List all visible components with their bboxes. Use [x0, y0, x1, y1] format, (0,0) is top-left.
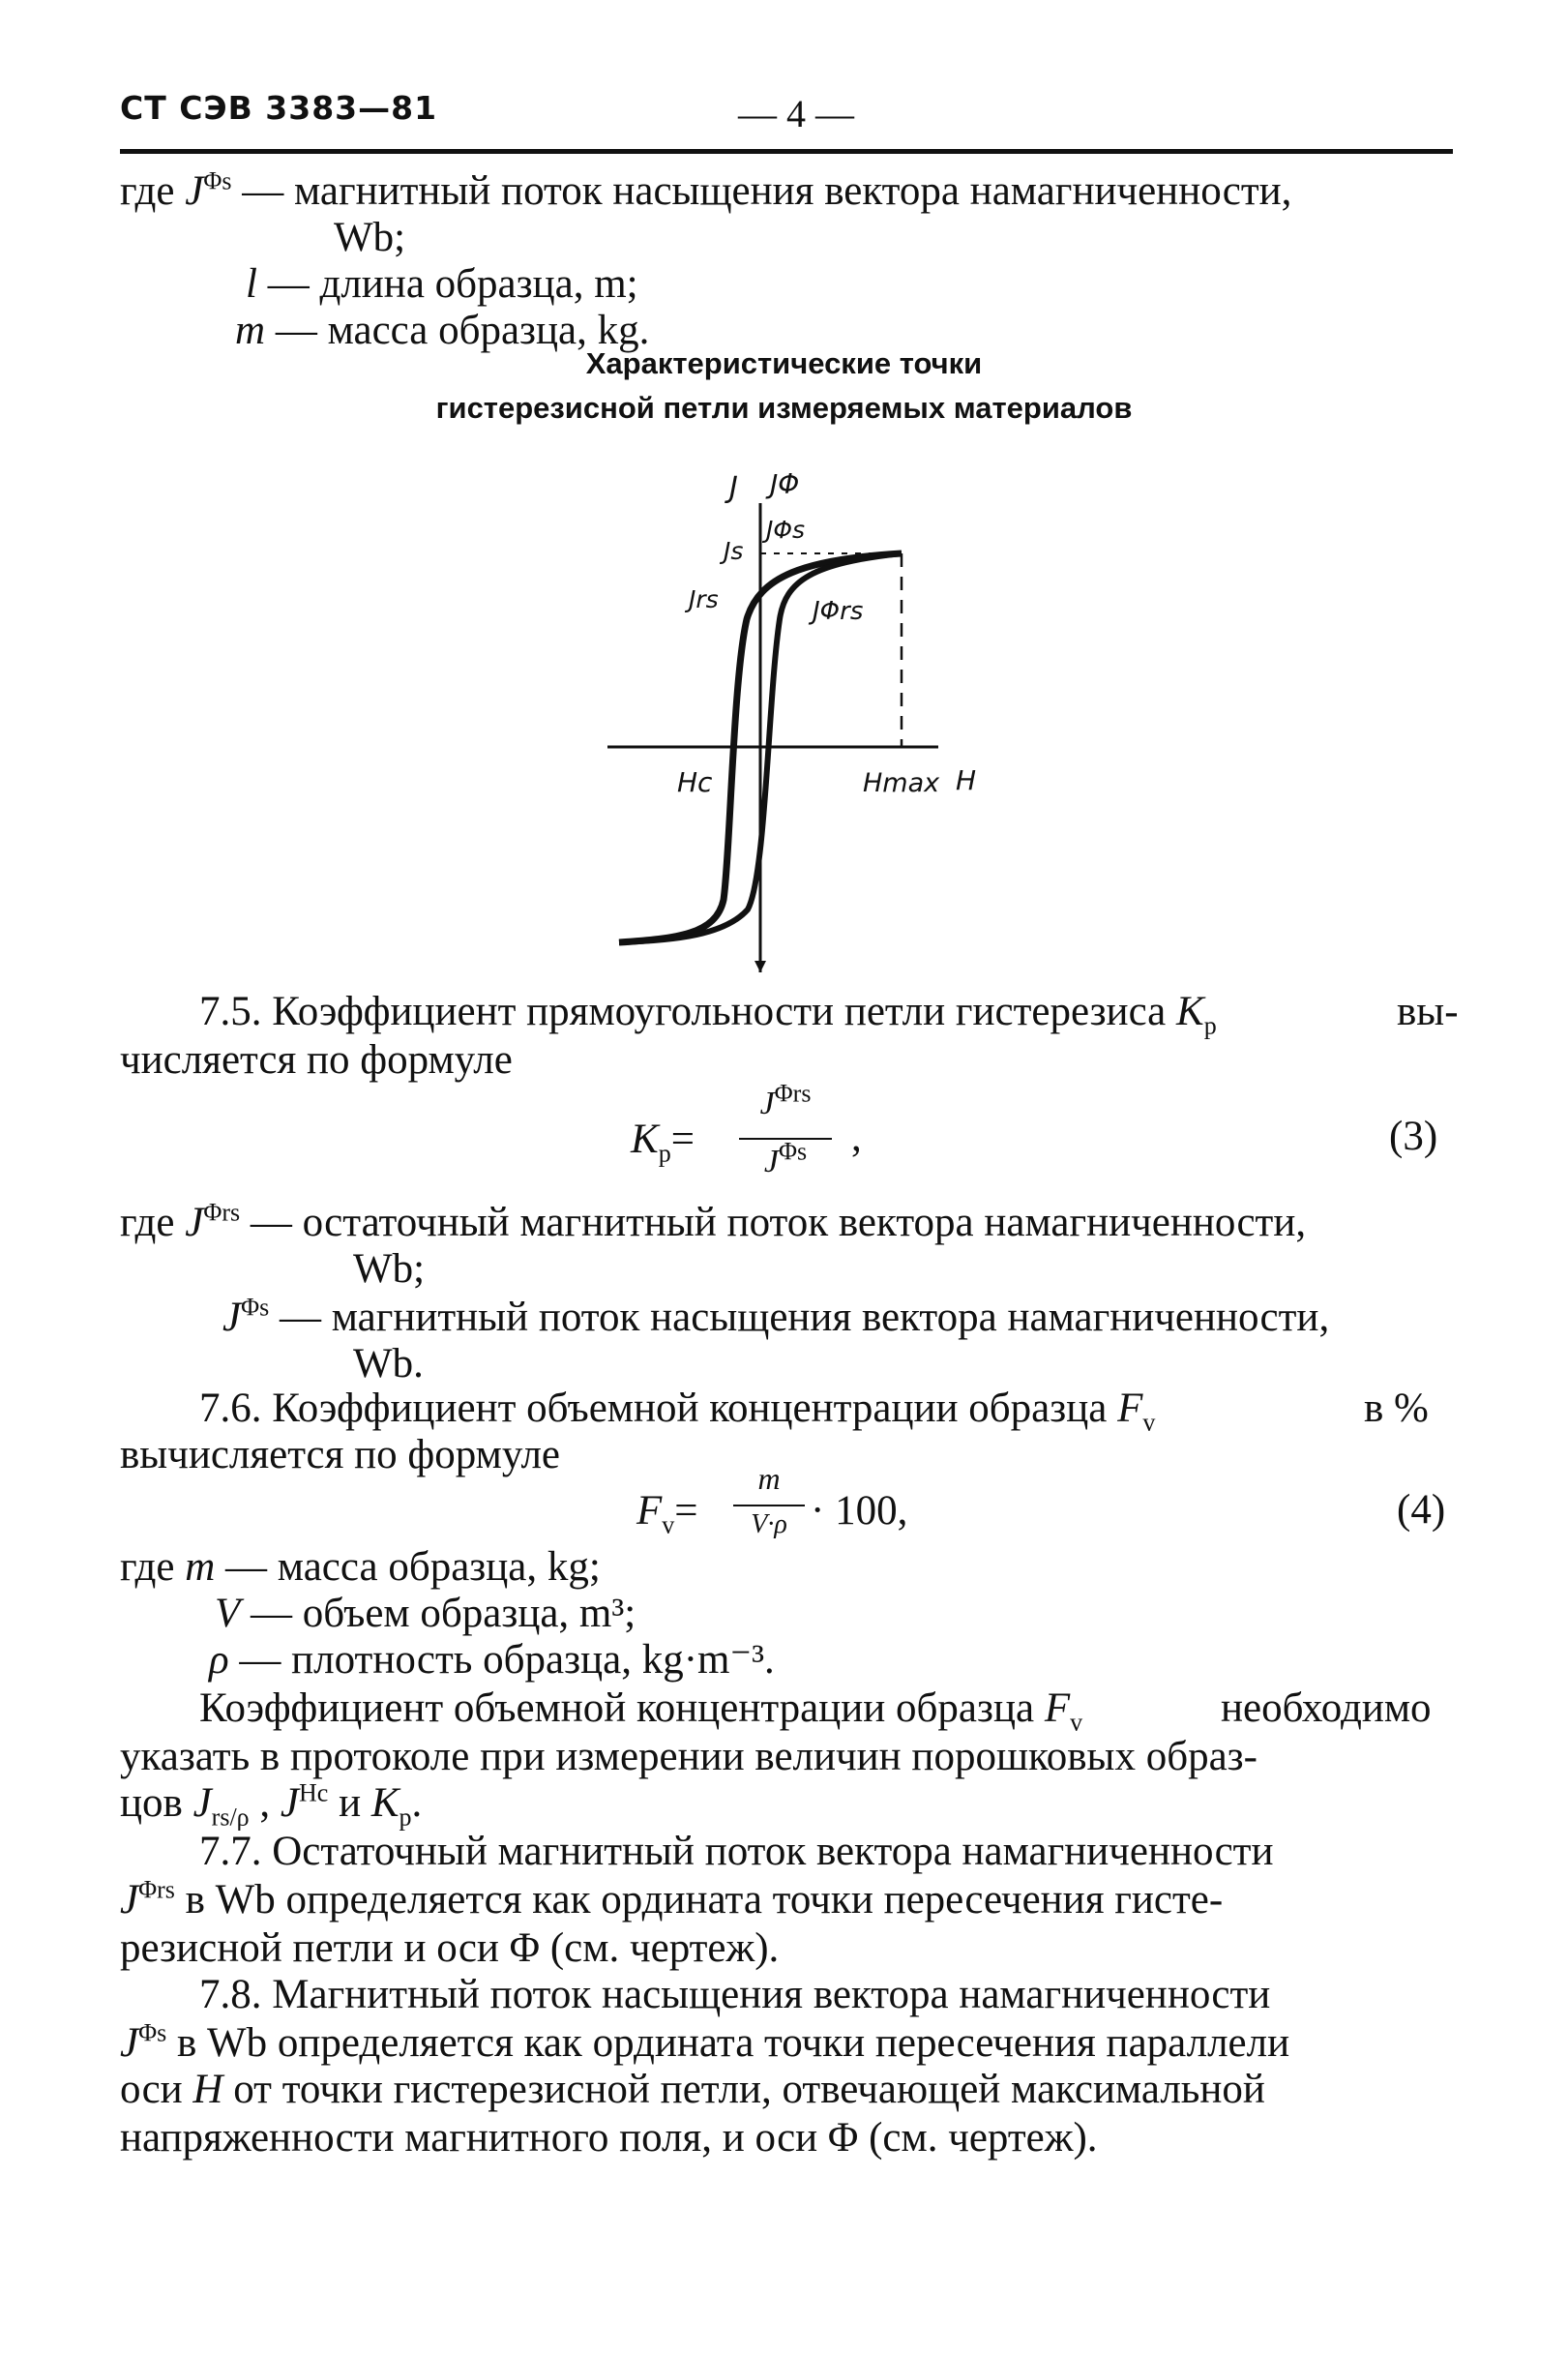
p3-and: и — [339, 1780, 362, 1826]
def-length-line — [246, 259, 638, 310]
s76-p1-end: необходимо — [1221, 1685, 1432, 1731]
hysteresis-diagram — [600, 455, 1025, 997]
s76-text: 7.6. Коэффициент объемной концентрации образца — [199, 1386, 1108, 1431]
jphirs-sup: Φrs — [138, 1875, 175, 1904]
jphis-symbol: J — [120, 2020, 139, 2066]
def-text: — объем образца, m³; — [251, 1591, 636, 1636]
def-symbol: l — [246, 261, 257, 307]
s75-line1-end: вы- — [1397, 989, 1459, 1034]
formula3-num-sup: Φrs — [774, 1079, 812, 1108]
page-number: — 4 — — [738, 92, 854, 135]
def-symbol: J — [222, 1295, 242, 1340]
jhc-sup: Hc — [299, 1778, 329, 1807]
s77-line1: 7.7. Остаточный магнитный поток вектора намагниченности — [199, 1829, 1274, 1874]
s76-def2 — [215, 1589, 636, 1639]
formula4-numerator: m — [757, 1461, 781, 1496]
formula4-number: (4) — [1397, 1487, 1446, 1533]
def-symbol: J — [185, 1200, 204, 1245]
s75-line2: числяется по формуле — [120, 1037, 513, 1083]
s76-def1 — [120, 1542, 601, 1593]
kp-symbol: K — [1176, 989, 1204, 1034]
def-symbol: ρ — [209, 1637, 229, 1683]
s76-line1 — [199, 1384, 1156, 1437]
s75-def2 — [222, 1293, 1329, 1343]
s77-line2 — [120, 1875, 1223, 1925]
def-symbol-sup: Φs — [241, 1293, 270, 1322]
label-jphirs: JΦrs — [813, 597, 864, 626]
jphis-sup: Φs — [138, 2018, 167, 2047]
def-text: — длина образца, m; — [267, 261, 638, 307]
s75-def2-unit: Wb. — [353, 1341, 424, 1386]
formula4-eq: = — [674, 1488, 698, 1534]
label-js: Js — [724, 537, 744, 565]
s76-p1-text: Коэффициент объемной концентрации образца — [199, 1685, 1035, 1731]
s78-line3 — [120, 2065, 1265, 2115]
header-rule — [120, 149, 1453, 154]
s77-text: в Wb определяется как ордината точки пересечения гисте- — [185, 1877, 1224, 1923]
jphirs-symbol: J — [120, 1877, 139, 1923]
label-hmax: Hmax — [863, 768, 940, 798]
formula4-lhs — [636, 1486, 698, 1539]
def-symbol: V — [215, 1591, 241, 1636]
formula3-comma: , — [851, 1115, 862, 1160]
h-symbol: H — [192, 2067, 223, 2112]
figure-title-line2: гистерезисной петли измеряемых материалов — [435, 391, 1133, 425]
kp-sub: p — [399, 1803, 412, 1832]
s75-def1 — [120, 1198, 1306, 1248]
jhc-symbol: J — [280, 1780, 299, 1826]
s78-text: в Wb определяется как ордината точки пересечения параллели — [176, 2020, 1290, 2066]
s76-line2: вычисляется по формуле — [120, 1432, 561, 1477]
label-j: J — [729, 471, 738, 505]
formula4-f-sub: v — [662, 1510, 675, 1539]
def-jphis-unit: Wb; — [334, 215, 406, 260]
def-text: — плотность образца, kg·m⁻³. — [239, 1637, 775, 1683]
formula3-num-j: J — [759, 1086, 775, 1121]
def-symbol: m — [185, 1544, 216, 1590]
def-symbol: m — [235, 308, 266, 353]
def-symbol-sup: Φrs — [203, 1198, 241, 1227]
s76-def3 — [209, 1635, 775, 1685]
p3-comma: , — [259, 1780, 271, 1826]
formula4-tail: · 100, — [811, 1488, 908, 1534]
s76-p3 — [120, 1778, 423, 1832]
figure-title-line1: Характеристические точки — [585, 346, 983, 380]
formula4-fraction-line — [733, 1505, 805, 1506]
s75-line1 — [199, 987, 1217, 1040]
s75-def1-unit: Wb; — [353, 1246, 426, 1292]
def-prefix: где — [120, 1544, 175, 1590]
j-axis-arrow — [754, 961, 766, 972]
fv-sub: v — [1070, 1708, 1083, 1737]
def-prefix: где — [120, 1200, 175, 1245]
formula3-den-sup: Φs — [778, 1137, 808, 1166]
s76-line1-end: в % — [1364, 1386, 1429, 1431]
formula3-k: K — [631, 1117, 659, 1162]
formula3-den-j: J — [763, 1144, 779, 1179]
formula3-k-sub: p — [658, 1139, 671, 1168]
formula3-lhs — [631, 1115, 695, 1168]
def-text: — масса образца, kg; — [225, 1544, 601, 1590]
s77-line3: резисной петли и оси Φ (см. чертеж). — [120, 1925, 780, 1971]
s78-prefix: оси — [120, 2067, 183, 2112]
formula4-f: F — [636, 1488, 663, 1534]
jrs-sub: rs/ρ — [211, 1803, 250, 1832]
def-text: — масса образца, kg. — [275, 308, 650, 353]
formula3-denominator — [741, 1137, 830, 1180]
def-symbol: J — [185, 168, 204, 214]
def-text: — магнитный поток насыщения вектора намагниченности, — [279, 1295, 1330, 1340]
formula3-numerator — [741, 1079, 830, 1122]
def-text: — остаточный магнитный поток вектора намагниченности, — [250, 1200, 1307, 1245]
fv-symbol: F — [1117, 1386, 1143, 1431]
fv-sub: v — [1142, 1408, 1156, 1437]
label-jphi: JΦ — [770, 468, 800, 500]
label-h: H — [956, 764, 977, 796]
label-hc: Hc — [677, 766, 713, 798]
s78-line1: 7.8. Магнитный поток насыщения вектора намагниченности — [199, 1972, 1271, 2017]
def-prefix: где — [120, 168, 175, 214]
s78-text: от точки гистерезисной петли, отвечающей максимальной — [233, 2067, 1265, 2112]
formula3-number: (3) — [1389, 1114, 1438, 1159]
jrs-symbol: J — [192, 1780, 212, 1826]
formula3-eq: = — [670, 1117, 695, 1162]
label-jrs: Jrs — [689, 585, 719, 613]
label-jphis: JΦs — [766, 516, 806, 544]
fv-symbol: F — [1044, 1685, 1071, 1731]
standard-code: СТ СЭВ 3383—81 — [120, 89, 438, 127]
formula4-denominator: V·ρ — [751, 1509, 787, 1539]
s78-line4: напряженности магнитного поля, и оси Φ (см. чертеж). — [120, 2115, 1098, 2161]
s75-text: 7.5. Коэффициент прямоугольности петли гистерезиса — [199, 989, 1167, 1034]
s76-p2: указать в протоколе при измерении величин порошковых образ- — [120, 1734, 1257, 1779]
s78-line2 — [120, 2018, 1289, 2069]
s76-p1 — [199, 1684, 1083, 1737]
def-jphis-line — [120, 166, 1291, 217]
def-text: — магнитный поток насыщения вектора намагниченности, — [242, 168, 1292, 214]
p3-end: . — [411, 1780, 423, 1826]
kp-symbol: K — [370, 1780, 399, 1826]
p3-prefix: цов — [120, 1780, 183, 1826]
kp-sub: p — [1203, 1011, 1217, 1040]
def-symbol-sup: Φs — [203, 166, 232, 195]
